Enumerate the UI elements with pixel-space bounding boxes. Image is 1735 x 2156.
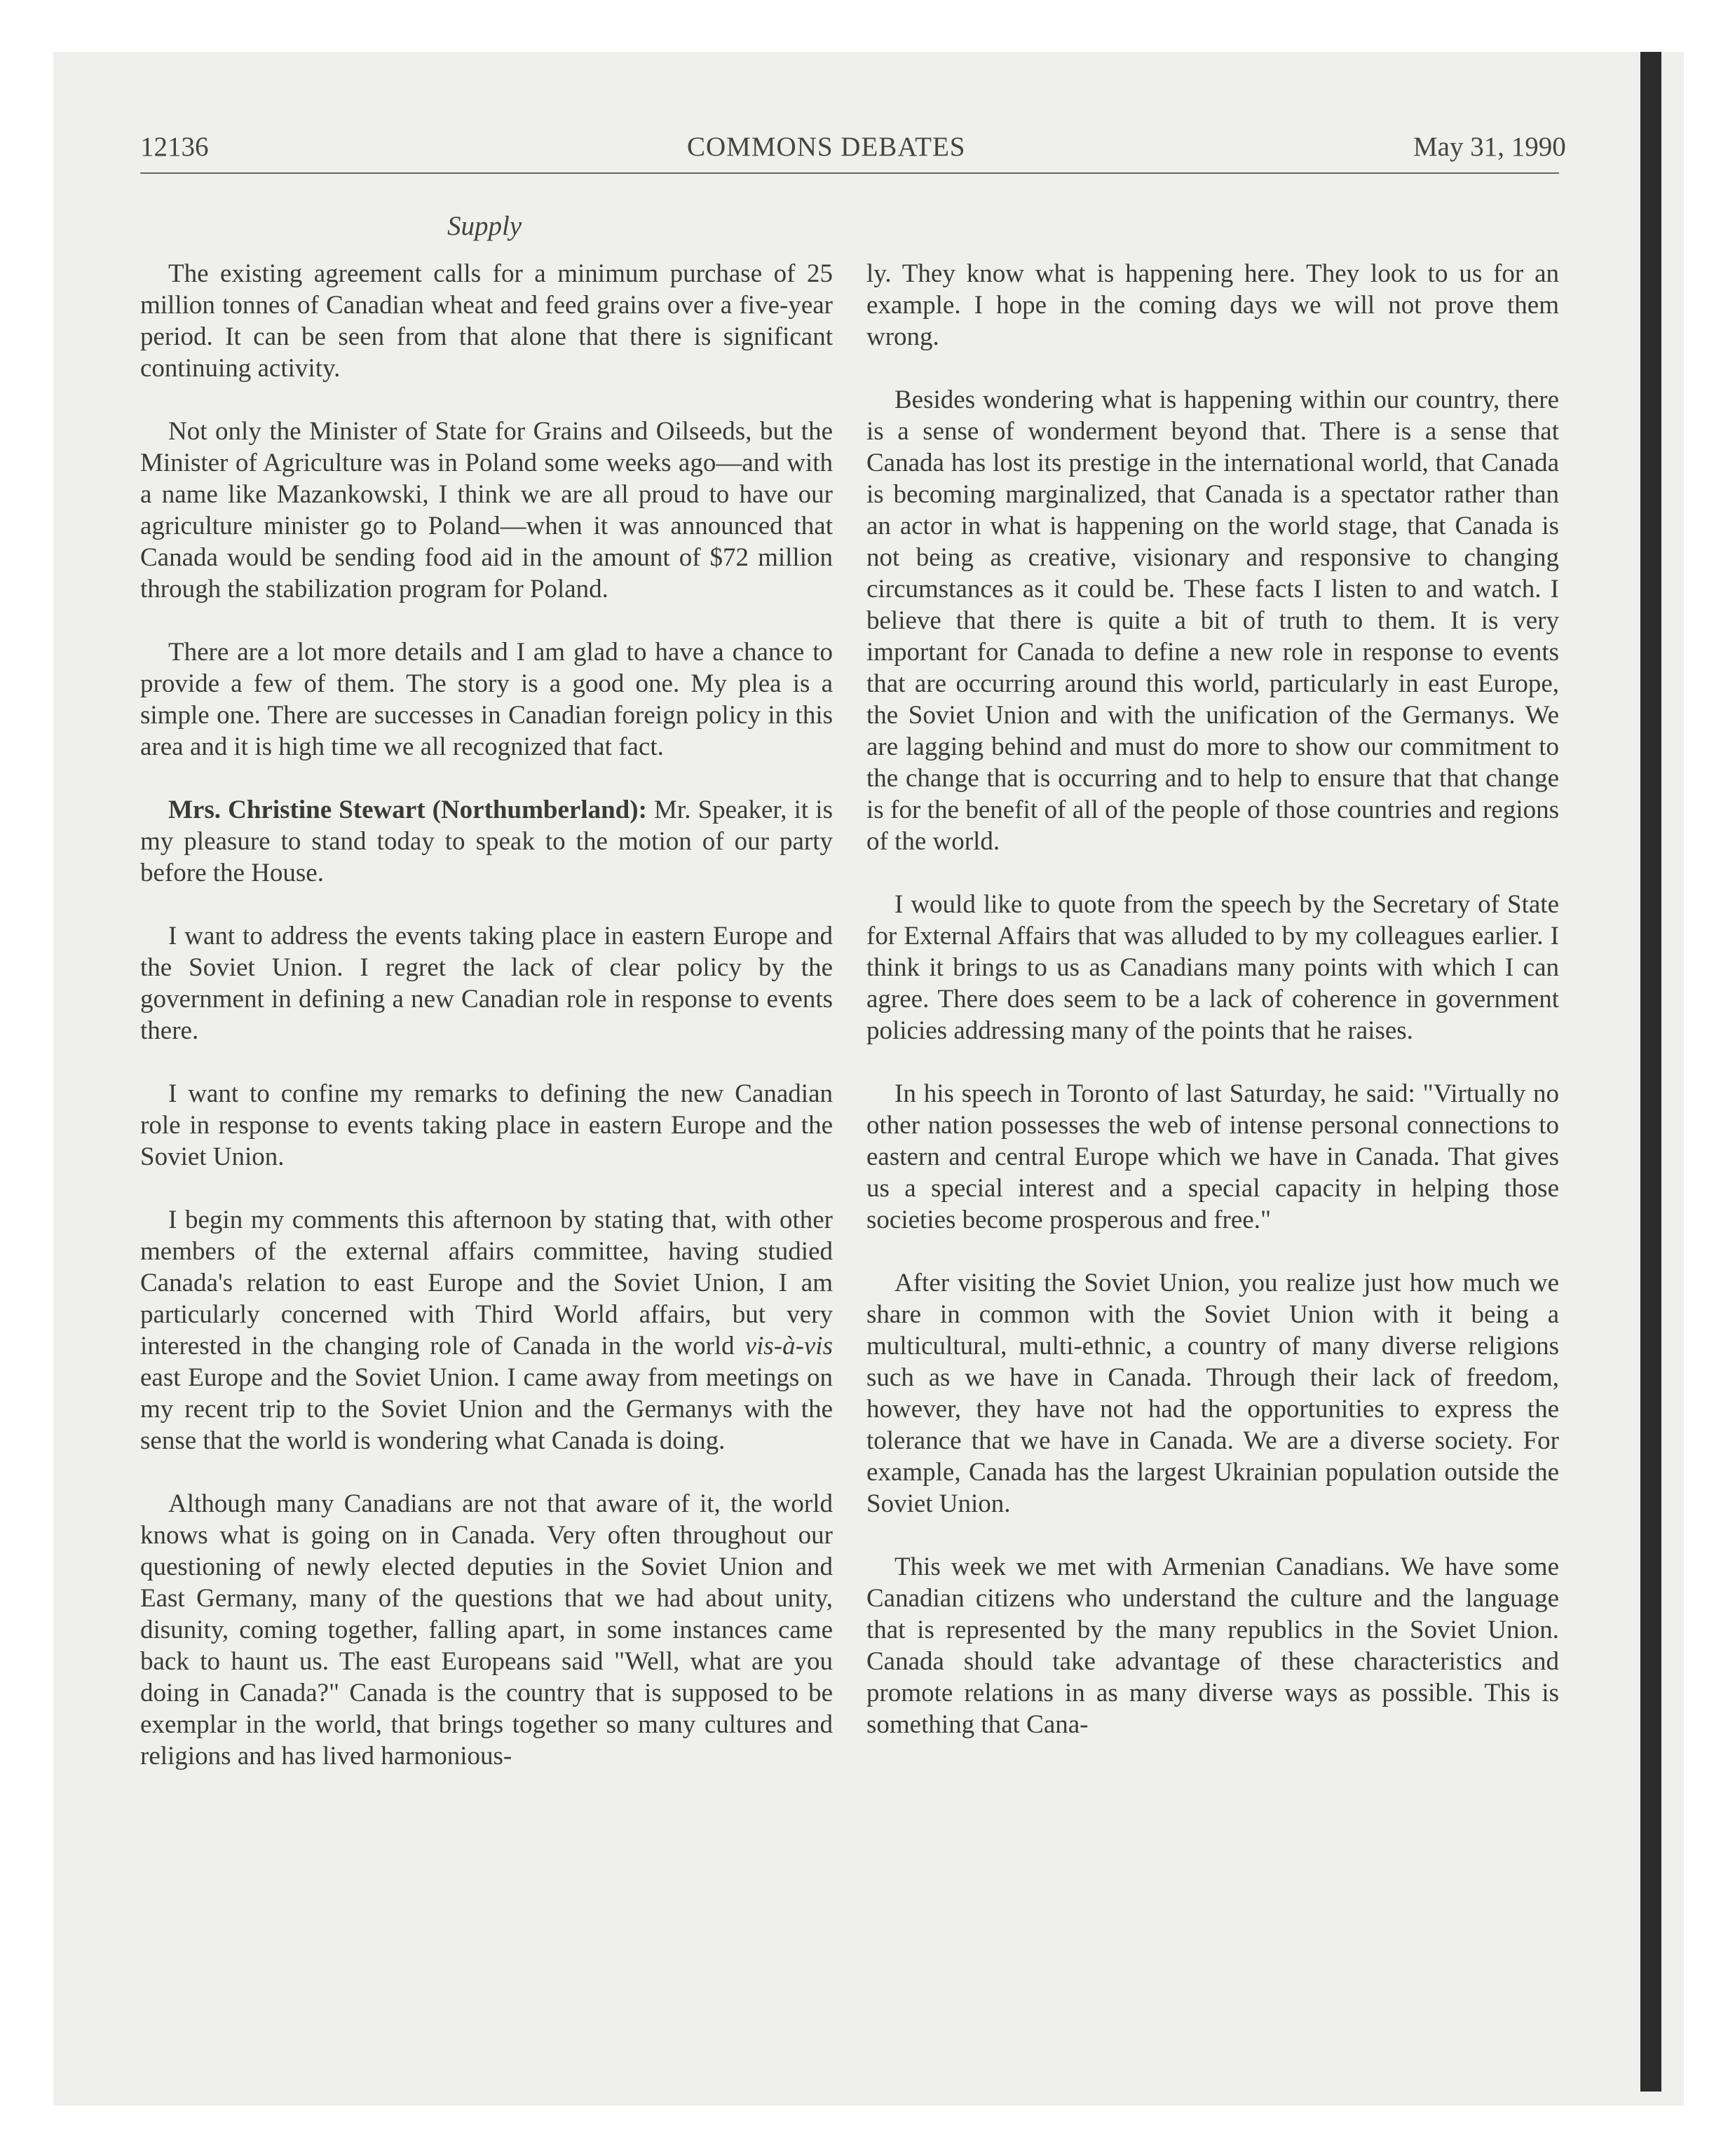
page-date: May 31, 1990	[1413, 132, 1566, 162]
speech-text: I begin my comments this afternoon by stating that, with other members of the external affairs committee, having studied Canada's relation to east Europe and the Soviet Union, I am particularly concerned with Third World affairs, but very interested in the changing role of Canada in the world	[140, 1206, 833, 1360]
paragraph: After visiting the Soviet Union, you realize just how much we share in common with the Soviet Union with it being a multicultural, multi-ethnic, a country of many diverse religions such as we have in Canada. Through their lack of freedom, however, they have not had the opportunities to express the tolerance that we have in Canada. We are a diverse society. For example, Canada has the largest Ukrainian population outside the Soviet Union.	[866, 1269, 1559, 1518]
speech-text: Mr. Speaker, it is my pleasure to stand today to speak to the motion of our party before the House.	[140, 796, 833, 887]
paragraph: I want to address the events taking place in eastern Europe and the Soviet Union. I regret the lack of clear policy by the government in defining a new Canadian role in response to events there.	[140, 922, 833, 1045]
paragraph: This week we met with Armenian Canadians. We have some Canadian citizens who understand the culture and the language that is represented by the many republics in the Soviet Union. Canada should take advantage of these characteristics and promote relations in as many diverse ways as possible. This is something that Cana-	[866, 1553, 1559, 1739]
left-column	[140, 258, 833, 1803]
paragraph: In his speech in Toronto of last Saturday, he said: "Virtually no other nation possesses the web of intense personal connections to eastern and central Europe which we have in Canada. That gives us a special interest and a special capacity in helping those societies become prosperous and free."	[866, 1079, 1559, 1234]
speech-text: east Europe and the Soviet Union. I came away from meetings on my recent trip to the Soviet Union and the Germanys with the sense that the world is wondering what Canada is doing.	[140, 1363, 833, 1455]
paragraph: Besides wondering what is happening within our country, there is a sense of wonderment beyond that. There is a sense that Canada has lost its prestige in the international world, that Canada is becoming marginalized, that Canada is a spectator rather than an actor in what is happening on the world stage, that Canada is not being as creative, visionary and responsive to changing circumstances as it could be. These facts I listen to and watch. I believe that there is quite a bit of truth to them. It is very important for Canada to define a new role in response to events that are occurring around this world, particularly in east Europe, the Soviet Union and with the unification of the Germanys. We are lagging behind and must do more to show our commitment to the change that is occurring and to help to ensure that that change is for the benefit of all of the people of those countries and regions of the world.	[866, 386, 1559, 856]
paragraph: I want to confine my remarks to defining the new Canadian role in response to events taking place in eastern Europe and the Soviet Union.	[140, 1079, 833, 1171]
paragraph: I would like to quote from the speech by the Secretary of State for External Affairs that was alluded to by my colleagues earlier. I think it brings to us as Canadians many points with which I can agree. There does seem to be a lack of coherence in government policies addressing many of the points that he raises.	[866, 890, 1559, 1045]
paragraph	[140, 794, 833, 889]
speaker-name: Mrs. Christine Stewart (Northumberland):	[168, 796, 647, 824]
right-column	[866, 258, 1559, 1772]
paragraph: The existing agreement calls for a minimum purchase of 25 million tonnes of Canadian wheat and feed grains over a five-year period. It can be seen from that alone that there is significant continuing activity.	[140, 259, 833, 383]
publication-title: COMMONS DEBATES	[687, 132, 966, 162]
paragraph: Not only the Minister of State for Grains and Oilseeds, but the Minister of Agriculture was in Poland some weeks ago—and with a name like Mazankowski, I think we are all proud to have our agriculture minister go to Poland—when it was announced that Canada would be sending food aid in the amount of $72 million through the stabilization program for Poland.	[140, 417, 833, 603]
paragraph	[140, 1204, 833, 1456]
section-heading: Supply	[447, 211, 522, 241]
scan-edge-shadow	[1640, 52, 1661, 2092]
paragraph: ly. They know what is happening here. They look to us for an example. I hope in the coming days we will not prove them wrong.	[866, 259, 1559, 351]
italic-term: vis-à-vis	[744, 1332, 833, 1360]
header-rule	[140, 172, 1559, 174]
paragraph: Although many Canadians are not that aware of it, the world knows what is going on in Canada. Very often throughout our questioning of newly elected deputies in the Soviet Union and East Germany, many of the questions that we had about unity, disunity, coming together, falling apart, in some instances came back to haunt us. The east Europeans said "Well, what are you doing in Canada?" Canada is the country that is supposed to be exemplar in the world, that brings together so many cultures and religions and has lived harmonious-	[140, 1489, 833, 1770]
paragraph: There are a lot more details and I am glad to have a chance to provide a few of them. The story is a good one. My plea is a simple one. There are successes in Canadian foreign policy in this area and it is high time we all recognized that fact.	[140, 638, 833, 761]
page-number: 12136	[140, 132, 209, 162]
